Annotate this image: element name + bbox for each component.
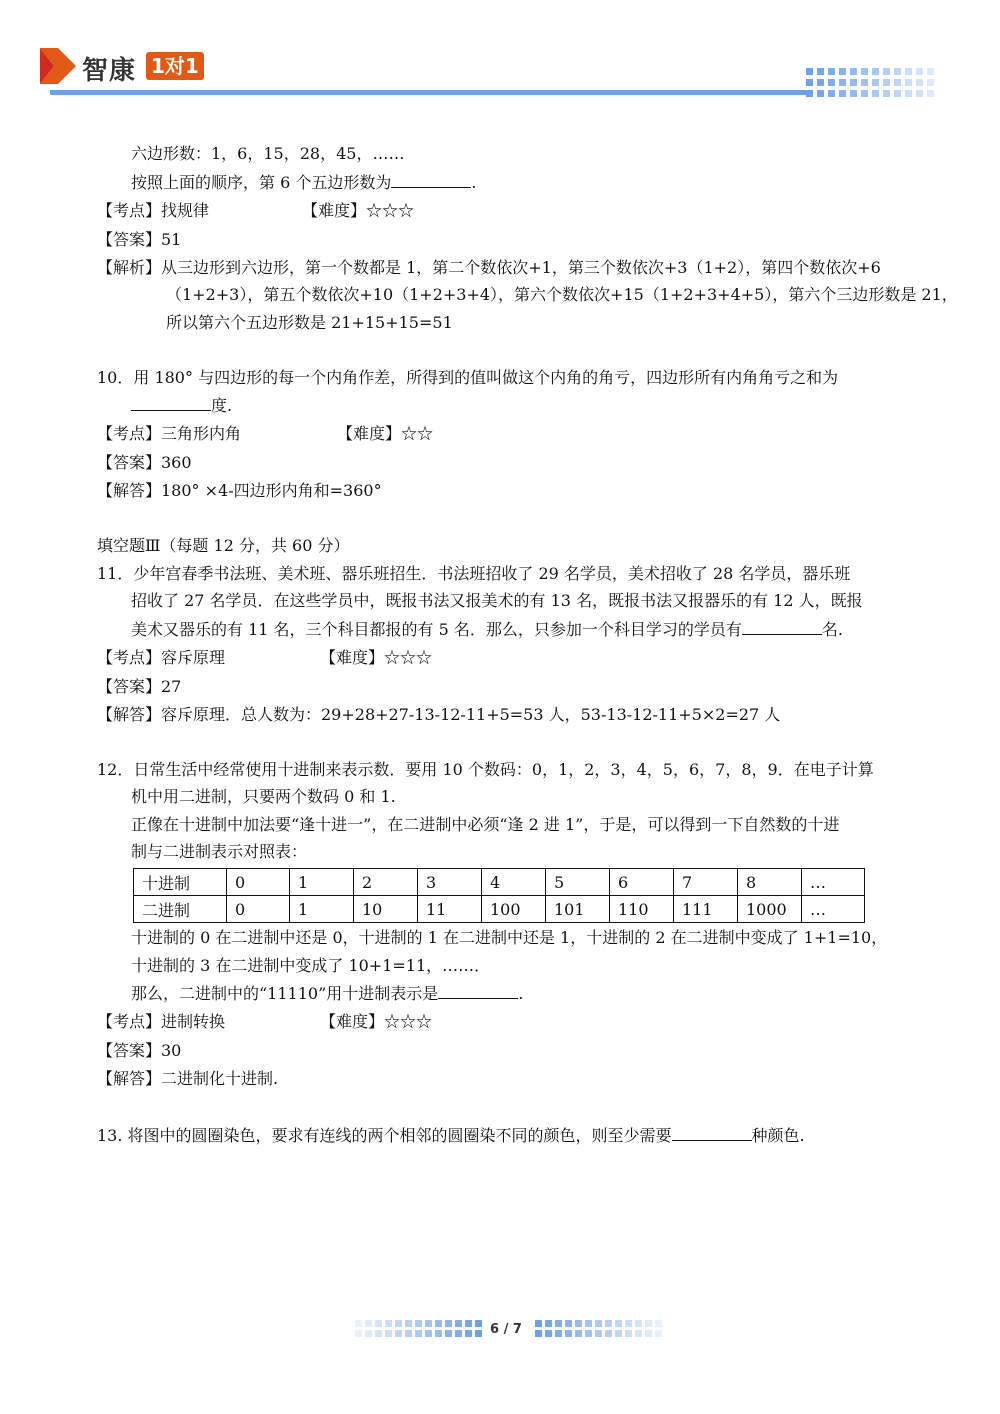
- decor-square: [872, 79, 879, 86]
- decor-square: [625, 1320, 632, 1327]
- decor-square: [817, 90, 824, 97]
- decor-square: [806, 79, 813, 86]
- q12-line-2: 机中用二进制，只要两个数码 0 和 1.: [131, 787, 396, 806]
- decor-square: [615, 1320, 622, 1327]
- q12-jieda: 【解答】二进制化十进制.: [97, 1069, 279, 1088]
- decor-square: [635, 1320, 642, 1327]
- decor-square: [817, 79, 824, 86]
- q13-answer-blank: [672, 1124, 752, 1141]
- table-row-decimal: [134, 869, 865, 896]
- decor-square: [575, 1330, 582, 1337]
- decor-square: [645, 1330, 652, 1337]
- q11-unit: 名.: [821, 620, 843, 639]
- q10-line-1: 10．用 180° 与四边形的每一个内角作差，所得到的值叫做这个内角的角亏，四边形所有内角角亏之和为: [97, 368, 839, 387]
- decor-square: [861, 79, 868, 86]
- brand-logo-icon: [40, 48, 76, 84]
- decor-square: [850, 79, 857, 86]
- table-cell: 7: [674, 869, 738, 896]
- header-divider: [50, 90, 810, 95]
- decor-square: [375, 1320, 382, 1327]
- decor-square: [435, 1330, 442, 1337]
- q13-question-text: 13. 将图中的圆圈染色，要求有连线的两个相邻的圆圈染不同的颜色，则至少需要: [97, 1126, 672, 1145]
- decor-square: [883, 90, 890, 97]
- decor-square: [850, 90, 857, 97]
- q9-answer: 【答案】51: [97, 230, 182, 249]
- q10-answer-blank: [131, 394, 211, 411]
- decor-square: [365, 1320, 372, 1327]
- table-cell: 十进制: [134, 869, 227, 896]
- decor-square: [605, 1330, 612, 1337]
- q12-question-text: 那么，二进制中的“11110”用十进制表示是: [131, 984, 439, 1003]
- table-cell: 0: [227, 896, 290, 923]
- decor-square: [535, 1330, 542, 1337]
- decor-square: [872, 68, 879, 75]
- q10-answer: 【答案】360: [97, 453, 192, 472]
- decor-square: [465, 1320, 472, 1327]
- decor-square: [872, 90, 879, 97]
- decor-square: [916, 79, 923, 86]
- q9-answer-blank: [391, 171, 471, 188]
- decor-square: [355, 1320, 362, 1327]
- decor-square: [839, 90, 846, 97]
- page-number: 6 / 7: [490, 1322, 522, 1337]
- q12-kaodian: 【考点】进制转换: [97, 1012, 226, 1031]
- decor-square: [575, 1320, 582, 1327]
- table-cell: 1: [290, 896, 354, 923]
- q12-line-3: 正像在十进制中加法要“逢十进一”，在二进制中必须“逢 2 进 1”，于是，可以得到一下自然数的十进: [131, 815, 840, 834]
- q10-kaodian: 【考点】三角形内角: [97, 424, 242, 443]
- decor-square: [850, 68, 857, 75]
- q11-answer: 【答案】27: [97, 677, 182, 696]
- table-cell: 111: [674, 896, 738, 923]
- q13-line-1: [97, 1124, 805, 1147]
- table-cell: 110: [610, 896, 674, 923]
- decor-square: [405, 1330, 412, 1337]
- section-heading: 填空题Ⅲ（每题 12 分，共 60 分）: [97, 536, 350, 555]
- table-cell: 10: [354, 896, 418, 923]
- q12-line-6: 十进制的 3 在二进制中变成了 10+1=11，……．: [131, 956, 491, 975]
- q10-jieda: 【解答】180° ×4-四边形内角和=360°: [97, 481, 382, 500]
- decor-square: [565, 1320, 572, 1327]
- q9-line-1: 六边形数：1，6，15，28，45，……: [131, 144, 405, 163]
- decor-square: [615, 1330, 622, 1337]
- decor-square: [806, 90, 813, 97]
- decor-square: [927, 90, 934, 97]
- decor-square: [817, 68, 824, 75]
- q11-line-2: 招收了 27 名学员．在这些学员中，既报书法又报美术的有 13 名，既报书法又报器乐的有 12 人，既报: [131, 591, 863, 610]
- decor-square: [806, 68, 813, 75]
- decor-square: [905, 90, 912, 97]
- decor-square: [555, 1330, 562, 1337]
- decor-square: [565, 1330, 572, 1337]
- q9-jiexi-line-3: 所以第六个五边形数是 21+15+15=51: [166, 313, 453, 332]
- decor-square: [395, 1330, 402, 1337]
- decor-square: [425, 1330, 432, 1337]
- q11-line-1: 11．少年宫春季书法班、美术班、器乐班招生．书法班招收了 29 名学员，美术招收了 28 名学员，器乐班: [97, 564, 851, 583]
- decor-square: [475, 1320, 482, 1327]
- decor-square: [839, 68, 846, 75]
- decor-square: [585, 1330, 592, 1337]
- decor-square: [655, 1320, 662, 1327]
- table-cell: 6: [610, 869, 674, 896]
- table-cell: 5: [546, 869, 610, 896]
- q9-question-text: 按照上面的顺序，第 6 个五边形数为: [131, 173, 392, 192]
- table-cell: 2: [354, 869, 418, 896]
- q12-line-4: 制与二进制表示对照表：: [131, 842, 308, 861]
- q11-jieda: 【解答】容斥原理．总人数为：29+28+27-13-12-11+5=53 人，53-13-12-11+5×2=27 人: [97, 705, 781, 724]
- table-cell: …: [802, 896, 865, 923]
- decor-square: [861, 68, 868, 75]
- q11-line-3: [131, 618, 843, 641]
- decor-square: [555, 1320, 562, 1327]
- decor-square: [595, 1320, 602, 1327]
- decor-square: [385, 1320, 392, 1327]
- q11-kaodian: 【考点】容斥原理: [97, 648, 226, 667]
- table-cell: …: [802, 869, 865, 896]
- decor-square: [415, 1320, 422, 1327]
- decor-square: [905, 68, 912, 75]
- decor-square: [655, 1330, 662, 1337]
- decor-square: [585, 1320, 592, 1327]
- decor-square: [465, 1330, 472, 1337]
- base-conversion-table: [133, 868, 865, 923]
- table-cell: 101: [546, 896, 610, 923]
- table-cell: 100: [482, 896, 546, 923]
- q12-line-1: 12．日常生活中经常使用十进制来表示数．要用 10 个数码：0，1，2，3，4，5，6，7，8，9．在电子计算: [97, 760, 874, 779]
- table-cell: 1000: [738, 896, 802, 923]
- decor-square: [828, 90, 835, 97]
- decor-square: [625, 1330, 632, 1337]
- q12-line-7: [131, 982, 523, 1005]
- decor-square: [839, 79, 846, 86]
- decor-square: [605, 1320, 612, 1327]
- decor-square: [905, 79, 912, 86]
- decor-square: [916, 68, 923, 75]
- decor-square: [445, 1330, 452, 1337]
- decor-square: [445, 1320, 452, 1327]
- decor-square: [828, 68, 835, 75]
- table-cell: 0: [227, 869, 290, 896]
- decor-square: [916, 90, 923, 97]
- q12-answer: 【答案】30: [97, 1041, 182, 1060]
- q10-nandu: 【难度】☆☆: [337, 424, 434, 443]
- decor-square: [475, 1330, 482, 1337]
- q10-unit: 度.: [211, 396, 233, 415]
- q12-period: .: [518, 984, 524, 1003]
- q12-line-5: 十进制的 0 在二进制中还是 0，十进制的 1 在二进制中还是 1，十进制的 2 在二进制中变成了 1+1=10，: [131, 928, 888, 947]
- table-cell: 1: [290, 869, 354, 896]
- table-cell: 二进制: [134, 896, 227, 923]
- decor-square: [425, 1320, 432, 1327]
- q9-nandu: 【难度】☆☆☆: [302, 201, 415, 220]
- decor-square: [455, 1330, 462, 1337]
- brand-name: 智康: [82, 56, 137, 86]
- q11-question-text: 美术又器乐的有 11 名，三个科目都报的有 5 名．那么，只参加一个科目学习的学员有: [131, 620, 742, 639]
- table-cell: 3: [418, 869, 482, 896]
- decor-square: [455, 1320, 462, 1327]
- decor-square: [927, 79, 934, 86]
- q9-line-2: [131, 171, 476, 194]
- q12-answer-blank: [438, 982, 518, 999]
- decor-square: [894, 68, 901, 75]
- decor-square: [365, 1330, 372, 1337]
- q13-unit: 种颜色.: [751, 1126, 805, 1145]
- table-cell: 4: [482, 869, 546, 896]
- decor-square: [545, 1320, 552, 1327]
- brand-badge: 1对1: [146, 52, 204, 80]
- decor-square: [545, 1330, 552, 1337]
- table-row-binary: [134, 896, 865, 923]
- q9-jiexi-line-1: 【解析】从三边形到六边形，第一个数都是 1，第二个数依次+1，第三个数依次+3（1+2），第四个数依次+6: [97, 258, 881, 277]
- q11-answer-blank: [742, 618, 822, 635]
- q9-period: .: [471, 173, 477, 192]
- q11-nandu: 【难度】☆☆☆: [320, 648, 433, 667]
- decor-square: [883, 68, 890, 75]
- decor-square: [927, 68, 934, 75]
- q9-jiexi-line-2: （1+2+3），第五个数依次+10（1+2+3+4），第六个数依次+15（1+2+3+4+5），第六个三边形数是 21，: [166, 285, 958, 304]
- decor-square: [595, 1330, 602, 1337]
- decor-square: [645, 1320, 652, 1327]
- decor-square: [883, 79, 890, 86]
- decor-square: [375, 1330, 382, 1337]
- decor-square: [894, 90, 901, 97]
- q9-kaodian: 【考点】找规律: [97, 201, 210, 220]
- decor-square: [355, 1330, 362, 1337]
- decor-square: [385, 1330, 392, 1337]
- decor-square: [405, 1320, 412, 1327]
- decor-square: [861, 90, 868, 97]
- table-cell: 11: [418, 896, 482, 923]
- table-cell: 8: [738, 869, 802, 896]
- decor-square: [894, 79, 901, 86]
- decor-square: [635, 1330, 642, 1337]
- decor-square: [395, 1320, 402, 1327]
- q12-nandu: 【难度】☆☆☆: [320, 1012, 433, 1031]
- decor-square: [535, 1320, 542, 1327]
- decor-square: [435, 1320, 442, 1327]
- decor-square: [415, 1330, 422, 1337]
- q10-line-2: [131, 394, 232, 417]
- decor-square: [828, 79, 835, 86]
